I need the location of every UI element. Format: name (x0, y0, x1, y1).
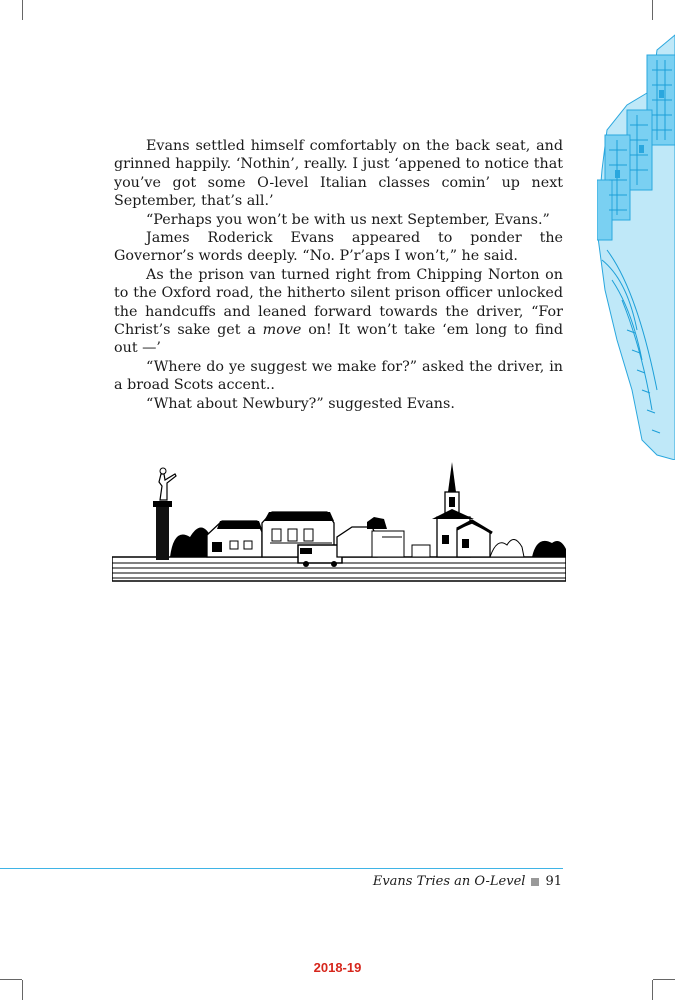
footer-rule (0, 868, 563, 869)
paragraph: Evans settled himself comfortably on the back seat, and grinned happily. ‘Nothin’, really. I just ‘appened to notice that you’ve got some O-level Italian classes comin’ up next September, that’s all.’ (114, 138, 563, 210)
running-footer (373, 874, 562, 889)
emphasized-word: move (262, 322, 302, 339)
paragraph-text: As the prison van turned right from Chipping Norton on to the Oxford road, the hitherto silent prison officer unlocked the handcuffs and leaned forward towards the driver, “For Christ’s sake get a (114, 266, 563, 339)
edition-year: 2018-19 (313, 960, 362, 975)
page-number: 91 (545, 874, 562, 889)
paragraph: “What about Newbury?” suggested Evans. (146, 395, 455, 412)
paragraph (114, 266, 563, 358)
square-separator-icon (531, 878, 539, 886)
crop-mark-top-left (22, 0, 23, 20)
town-illustration (112, 457, 566, 583)
story-text (114, 137, 563, 413)
crop-mark-bottom-right-v (652, 980, 653, 1000)
street-sketch-decoration (597, 30, 675, 460)
crop-mark-bottom-left-v (22, 980, 23, 1000)
paragraph: James Roderick Evans appeared to ponder the Governor’s words deeply. “No. P’r’aps I won’t,” he said. (114, 230, 563, 265)
crop-mark-bottom-left-h (0, 979, 22, 980)
chapter-title: Evans Tries an O-Level (372, 874, 526, 889)
paragraph: “Perhaps you won’t be with us next September, Evans.” (146, 211, 550, 228)
crop-mark-bottom-right-h (653, 979, 675, 980)
crop-mark-top-right (652, 0, 653, 20)
paragraph-text: on! It won’t take ‘em long to find out —’ (114, 322, 563, 357)
paragraph: “Where do ye suggest we make for?” asked the driver, in a broad Scots accent.. (114, 358, 563, 394)
